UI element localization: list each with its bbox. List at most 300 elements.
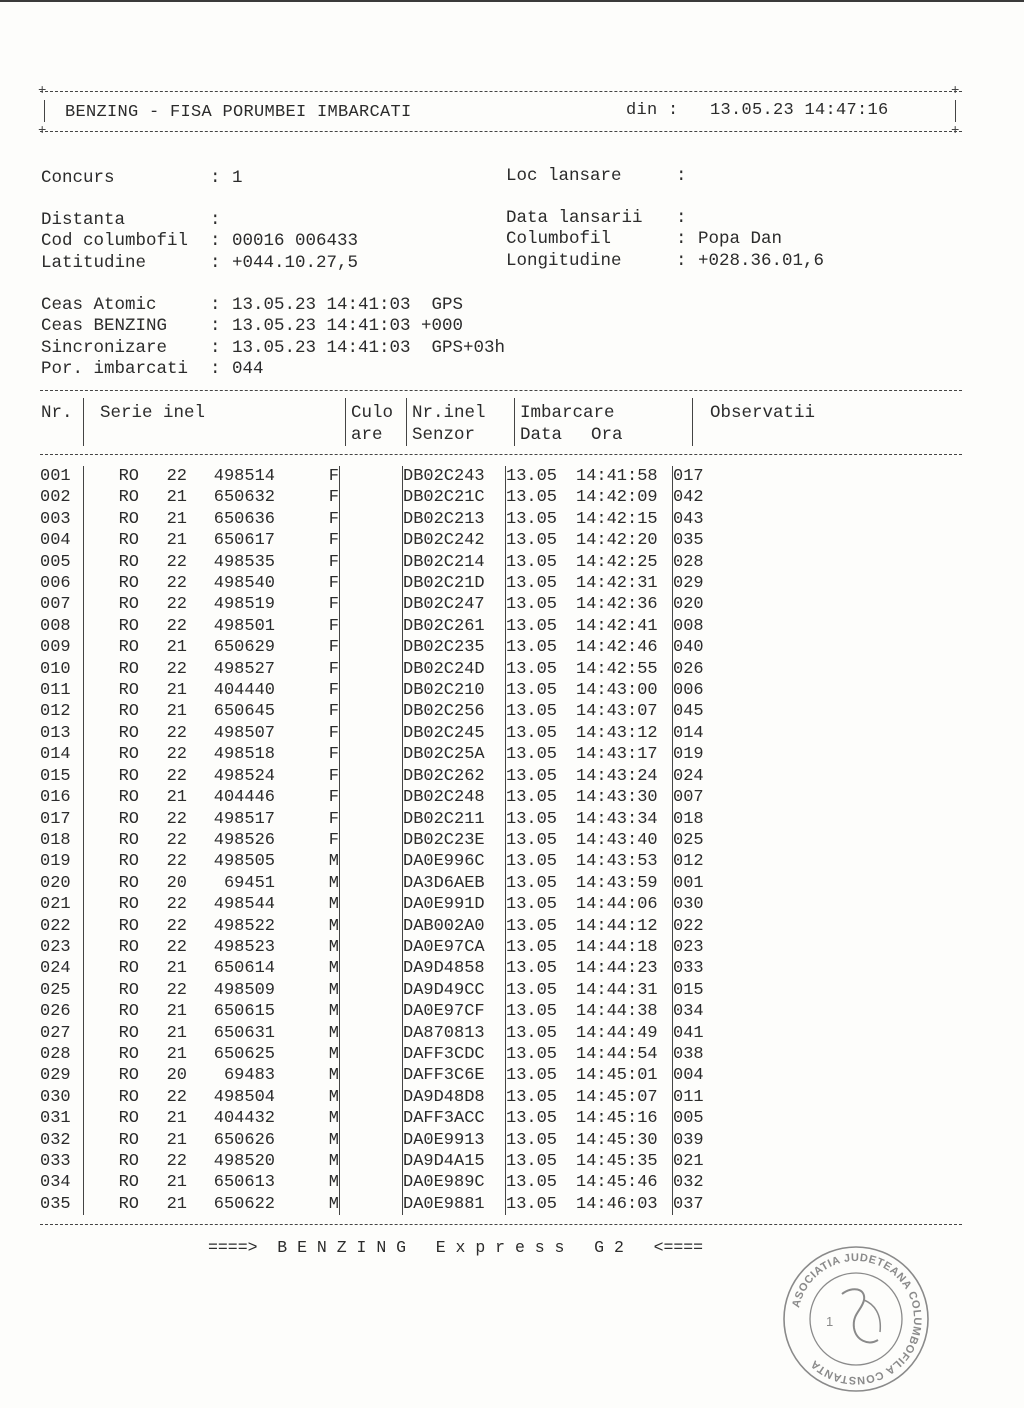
embark-time: 14:42:41 <box>576 616 673 637</box>
ring-number: 404446 <box>213 788 275 808</box>
observatii: 012 <box>673 852 704 872</box>
embark-time: 14:44:18 <box>576 937 673 958</box>
sensor-ring: DB02C235 <box>403 637 506 658</box>
row-number: 004 <box>40 530 84 551</box>
observatii: 045 <box>673 702 704 722</box>
ring-number: 69483 <box>223 1066 275 1086</box>
embark-date: 13.05 <box>506 959 558 979</box>
table-row <box>40 830 733 851</box>
colon: : <box>210 231 221 251</box>
sensor-ring: DB02C210 <box>403 680 506 701</box>
sex: F <box>275 723 340 744</box>
observatii: 019 <box>673 745 704 765</box>
observatii: 035 <box>673 531 704 551</box>
box-corner: + <box>38 83 47 99</box>
colon: : <box>676 166 687 186</box>
sensor-ring: DB02C248 <box>403 787 506 808</box>
ring-year: 22 <box>166 1152 187 1171</box>
ring-country: RO <box>118 1044 139 1064</box>
culoare <box>340 916 403 937</box>
col-header-data: Data <box>520 425 563 445</box>
observatii: 032 <box>673 1173 704 1193</box>
culoare <box>340 1151 403 1172</box>
culoare <box>340 1023 403 1044</box>
ring-year: 21 <box>166 1044 187 1064</box>
ring-year: 21 <box>166 1109 187 1129</box>
table-row <box>40 1108 733 1129</box>
sex: F <box>275 573 340 594</box>
colon: : <box>210 338 221 358</box>
observatii: 015 <box>673 980 704 1000</box>
sex: F <box>275 509 340 530</box>
stamp-center-number: 1 <box>826 1314 834 1329</box>
ring-country: RO <box>118 1173 139 1193</box>
sensor-ring: DB02C21D <box>403 573 506 594</box>
ring-number: 650632 <box>213 488 275 508</box>
ring-year: 21 <box>166 509 187 529</box>
embark-time: 14:45:16 <box>576 1108 673 1129</box>
culoare <box>340 958 403 979</box>
embark-time: 14:43:24 <box>576 766 673 787</box>
table-row <box>40 552 733 573</box>
sex: M <box>275 1151 340 1172</box>
box-corner: + <box>951 83 960 99</box>
embark-time: 14:43:40 <box>576 830 673 851</box>
row-number: 012 <box>40 701 84 722</box>
col-header-nr-inel: Nr.inel <box>412 403 486 423</box>
embark-time: 14:45:46 <box>576 1172 673 1193</box>
ring-country: RO <box>118 574 139 594</box>
footer-banner: ====> B E N Z I N G E x p r e s s G 2 <==== <box>208 1238 704 1257</box>
embark-time: 14:43:34 <box>576 809 673 830</box>
observatii: 039 <box>673 1130 704 1150</box>
culoare <box>340 466 403 487</box>
table-row <box>40 958 733 979</box>
cod-columbofil-label: Cod columbofil <box>41 231 189 251</box>
culoare <box>340 701 403 722</box>
ring-country: RO <box>118 852 139 872</box>
culoare <box>340 787 403 808</box>
culoare <box>340 873 403 894</box>
embark-time: 14:43:17 <box>576 744 673 765</box>
embark-date: 13.05 <box>506 1087 558 1107</box>
ring-number: 650625 <box>213 1044 275 1064</box>
row-number: 025 <box>40 980 84 1001</box>
ring-number: 498544 <box>213 895 275 915</box>
embark-date: 13.05 <box>506 659 558 679</box>
embark-time: 14:43:53 <box>576 851 673 872</box>
observatii: 029 <box>673 574 704 594</box>
observatii: 042 <box>673 488 704 508</box>
observatii: 014 <box>673 723 704 743</box>
sensor-ring: DB02C261 <box>403 616 506 637</box>
table-row <box>40 573 733 594</box>
culoare <box>340 552 403 573</box>
embark-date: 13.05 <box>506 723 558 743</box>
ring-number: 404432 <box>213 1109 275 1129</box>
cod-columbofil-value: 00016 006433 <box>232 231 359 251</box>
ring-year: 21 <box>166 1002 187 1022</box>
embark-time: 14:42:20 <box>576 530 673 551</box>
row-number: 035 <box>40 1194 84 1215</box>
header-top-rule <box>40 91 962 92</box>
sensor-ring: DB02C25A <box>403 744 506 765</box>
column-divider <box>514 398 515 446</box>
ring-number: 650613 <box>213 1173 275 1193</box>
ring-country: RO <box>118 1087 139 1107</box>
ring-country: RO <box>118 488 139 508</box>
col-header-culoare-2: are <box>351 425 383 445</box>
pigeon-emblem-icon <box>842 1289 878 1342</box>
ring-country: RO <box>118 1002 139 1022</box>
culoare <box>340 980 403 1001</box>
sensor-ring: DA0E9881 <box>403 1194 506 1215</box>
col-header-ora: Ora <box>591 425 623 445</box>
ring-year: 22 <box>166 552 187 572</box>
row-number: 008 <box>40 616 84 637</box>
table-bottom-rule <box>40 1224 962 1225</box>
culoare <box>340 1130 403 1151</box>
row-number: 003 <box>40 509 84 530</box>
ring-number: 404440 <box>213 681 275 701</box>
embark-date: 13.05 <box>506 681 558 701</box>
row-number: 022 <box>40 916 84 937</box>
embark-time: 14:42:15 <box>576 509 673 530</box>
culoare <box>340 1044 403 1065</box>
row-number: 011 <box>40 680 84 701</box>
header-bottom-rule <box>40 131 962 132</box>
sex: M <box>275 1130 340 1151</box>
ring-number: 498522 <box>213 916 275 936</box>
col-header-senzor: Senzor <box>412 425 476 445</box>
ring-number: 650615 <box>213 1002 275 1022</box>
ring-year: 21 <box>166 1130 187 1150</box>
sensor-ring: DB02C21C <box>403 487 506 508</box>
observatii: 021 <box>673 1152 704 1171</box>
table-row <box>40 744 733 765</box>
sex: F <box>275 487 340 508</box>
embark-date: 13.05 <box>506 980 558 1000</box>
ring-year: 21 <box>166 788 187 808</box>
sex: M <box>275 894 340 915</box>
row-number: 007 <box>40 594 84 615</box>
culoare <box>340 680 403 701</box>
embark-date: 13.05 <box>506 1173 558 1193</box>
ring-year: 22 <box>166 1087 187 1107</box>
row-number: 033 <box>40 1151 84 1172</box>
sex: F <box>275 530 340 551</box>
culoare <box>340 851 403 872</box>
row-number: 001 <box>40 466 84 487</box>
observatii: 001 <box>673 873 704 893</box>
scan-edge <box>0 0 1024 2</box>
ring-year: 21 <box>166 959 187 979</box>
embark-date: 13.05 <box>506 788 558 808</box>
ring-country: RO <box>118 1066 139 1086</box>
sensor-ring: DA0E996C <box>403 851 506 872</box>
ring-country: RO <box>118 916 139 936</box>
ring-country: RO <box>118 895 139 915</box>
embark-time: 14:45:01 <box>576 1065 673 1086</box>
observatii: 026 <box>673 659 704 679</box>
embark-date: 13.05 <box>506 1044 558 1064</box>
embark-date: 13.05 <box>506 552 558 572</box>
observatii: 006 <box>673 681 704 701</box>
row-number: 026 <box>40 1001 84 1022</box>
embark-date: 13.05 <box>506 638 558 658</box>
observatii: 033 <box>673 959 704 979</box>
ring-number: 650622 <box>213 1194 275 1214</box>
sex: F <box>275 637 340 658</box>
row-number: 028 <box>40 1044 84 1065</box>
ring-country: RO <box>118 1023 139 1043</box>
embark-date: 13.05 <box>506 531 558 551</box>
ring-year: 22 <box>166 852 187 872</box>
culoare <box>340 766 403 787</box>
ring-number: 498517 <box>213 809 275 829</box>
ring-country: RO <box>118 531 139 551</box>
embark-date: 13.05 <box>506 509 558 529</box>
embark-time: 14:43:59 <box>576 873 673 894</box>
table-row <box>40 894 733 915</box>
ring-country: RO <box>118 809 139 829</box>
sensor-ring: DB02C243 <box>403 466 506 487</box>
embark-date: 13.05 <box>506 1066 558 1086</box>
row-number: 021 <box>40 894 84 915</box>
sensor-ring: DA0E97CA <box>403 937 506 958</box>
table-row <box>40 937 733 958</box>
ring-country: RO <box>118 1130 139 1150</box>
sex: M <box>275 1194 340 1215</box>
embark-time: 14:44:38 <box>576 1001 673 1022</box>
table-row <box>40 851 733 872</box>
table-row <box>40 680 733 701</box>
sex: M <box>275 873 340 894</box>
column-divider <box>83 398 84 446</box>
observatii: 040 <box>673 638 704 658</box>
embark-date: 13.05 <box>506 895 558 915</box>
embark-time: 14:42:09 <box>576 487 673 508</box>
sensor-ring: DB02C23E <box>403 830 506 851</box>
col-header-observatii: Observatii <box>710 403 816 423</box>
ring-year: 22 <box>166 980 187 1000</box>
ring-year: 22 <box>166 895 187 915</box>
embark-time: 14:43:00 <box>576 680 673 701</box>
ring-country: RO <box>118 467 139 486</box>
sensor-ring: DB02C262 <box>403 766 506 787</box>
ring-country: RO <box>118 745 139 765</box>
embark-time: 14:42:55 <box>576 659 673 680</box>
sensor-ring: DA9D48D8 <box>403 1087 506 1108</box>
ring-number: 650614 <box>213 959 275 979</box>
embark-time: 14:41:58 <box>576 466 673 487</box>
culoare <box>340 1172 403 1193</box>
sensor-ring: DB02C247 <box>403 594 506 615</box>
row-number: 023 <box>40 937 84 958</box>
embark-date: 13.05 <box>506 702 558 722</box>
ring-number: 498524 <box>213 766 275 786</box>
row-number: 020 <box>40 873 84 894</box>
culoare <box>340 1108 403 1129</box>
embark-time: 14:44:49 <box>576 1023 673 1044</box>
observatii: 024 <box>673 766 704 786</box>
embark-time: 14:42:31 <box>576 573 673 594</box>
sensor-ring: DB02C245 <box>403 723 506 744</box>
table-body <box>40 466 733 1215</box>
sex: M <box>275 1044 340 1065</box>
col-header-nr: Nr. <box>41 403 73 423</box>
ring-country: RO <box>118 638 139 658</box>
col-header-serie-inel: Serie inel <box>100 403 206 423</box>
row-number: 013 <box>40 723 84 744</box>
date-value: 13.05.23 14:47:16 <box>710 101 889 120</box>
sex: F <box>275 809 340 830</box>
culoare <box>340 830 403 851</box>
embark-date: 13.05 <box>506 916 558 936</box>
sex: F <box>275 552 340 573</box>
sex: F <box>275 830 340 851</box>
table-row <box>40 1065 733 1086</box>
ring-year: 21 <box>166 638 187 658</box>
culoare <box>340 894 403 915</box>
data-lansarii-label: Data lansarii <box>506 208 643 228</box>
sex: M <box>275 937 340 958</box>
columbofil-value: Popa Dan <box>698 229 783 249</box>
embark-date: 13.05 <box>506 1152 558 1171</box>
sensor-ring: DA870813 <box>403 1023 506 1044</box>
table-row <box>40 809 733 830</box>
col-header-culoare: Culo <box>351 403 394 423</box>
ring-country: RO <box>118 959 139 979</box>
row-number: 027 <box>40 1023 84 1044</box>
culoare <box>340 1001 403 1022</box>
sensor-ring: DAFF3CDC <box>403 1044 506 1065</box>
table-row <box>40 1087 733 1108</box>
embark-date: 13.05 <box>506 616 558 636</box>
embark-time: 14:46:03 <box>576 1194 673 1215</box>
table-row <box>40 487 733 508</box>
table-row <box>40 701 733 722</box>
embark-time: 14:42:36 <box>576 594 673 615</box>
embark-date: 13.05 <box>506 1023 558 1043</box>
ring-year: 22 <box>166 723 187 743</box>
culoare <box>340 809 403 830</box>
sincronizare-label: Sincronizare <box>41 338 168 358</box>
sex: M <box>275 980 340 1001</box>
sex: F <box>275 466 340 487</box>
ring-country: RO <box>118 595 139 615</box>
column-divider <box>692 398 693 446</box>
embark-date: 13.05 <box>506 745 558 765</box>
culoare <box>340 637 403 658</box>
table-row <box>40 1023 733 1044</box>
embark-time: 14:44:31 <box>576 980 673 1001</box>
sex: M <box>275 1108 340 1129</box>
observatii: 011 <box>673 1087 704 1107</box>
por-imbarcati-label: Por. imbarcati <box>41 359 189 379</box>
table-row <box>40 466 733 487</box>
observatii: 043 <box>673 509 704 529</box>
row-number: 006 <box>40 573 84 594</box>
embark-date: 13.05 <box>506 488 558 508</box>
ring-number: 498507 <box>213 723 275 743</box>
ring-country: RO <box>118 788 139 808</box>
sex: F <box>275 616 340 637</box>
sex: M <box>275 916 340 937</box>
row-number: 024 <box>40 958 84 979</box>
sex: F <box>275 680 340 701</box>
ring-year: 22 <box>166 937 187 957</box>
table-row <box>40 1044 733 1065</box>
ring-number: 498526 <box>213 830 275 850</box>
embark-date: 13.05 <box>506 467 558 486</box>
embark-time: 14:44:23 <box>576 958 673 979</box>
ring-year: 21 <box>166 488 187 508</box>
embark-date: 13.05 <box>506 873 558 893</box>
sex: F <box>275 744 340 765</box>
ring-country: RO <box>118 1109 139 1129</box>
observatii: 018 <box>673 809 704 829</box>
ring-year: 22 <box>166 766 187 786</box>
sensor-ring: DAFF3C6E <box>403 1065 506 1086</box>
table-row <box>40 916 733 937</box>
table-top-rule <box>40 390 962 391</box>
observatii: 025 <box>673 830 704 850</box>
row-number: 014 <box>40 744 84 765</box>
embark-time: 14:42:46 <box>576 637 673 658</box>
table-row <box>40 873 733 894</box>
ring-year: 22 <box>166 616 187 636</box>
date-label: din : <box>626 101 679 120</box>
sensor-ring: DAB002A0 <box>403 916 506 937</box>
table-row <box>40 766 733 787</box>
row-number: 029 <box>40 1065 84 1086</box>
latitudine-value: +044.10.27,5 <box>232 253 359 273</box>
table-row <box>40 509 733 530</box>
ring-country: RO <box>118 552 139 572</box>
embark-date: 13.05 <box>506 1109 558 1129</box>
document-title: BENZING - FISA PORUMBEI IMBARCATI <box>65 103 412 122</box>
observatii: 005 <box>673 1109 704 1129</box>
observatii: 008 <box>673 616 704 636</box>
table-row <box>40 1001 733 1022</box>
ring-year: 20 <box>166 1066 187 1086</box>
row-number: 010 <box>40 659 84 680</box>
ring-year: 21 <box>166 702 187 722</box>
ring-country: RO <box>118 723 139 743</box>
embark-date: 13.05 <box>506 1130 558 1150</box>
embark-date: 13.05 <box>506 595 558 615</box>
ring-number: 498535 <box>213 552 275 572</box>
row-number: 030 <box>40 1087 84 1108</box>
row-number: 018 <box>40 830 84 851</box>
header-right-bar <box>955 100 956 122</box>
ring-year: 21 <box>166 1194 187 1214</box>
table-row <box>40 1130 733 1151</box>
embark-date: 13.05 <box>506 852 558 872</box>
ring-country: RO <box>118 509 139 529</box>
ring-number: 498523 <box>213 937 275 957</box>
ring-year: 22 <box>166 809 187 829</box>
culoare <box>340 1087 403 1108</box>
distanta-label: Distanta <box>41 210 126 230</box>
sex: M <box>275 1065 340 1086</box>
ring-number: 650629 <box>213 638 275 658</box>
ring-country: RO <box>118 659 139 679</box>
ceas-atomic-value: 13.05.23 14:41:03 GPS <box>232 295 464 315</box>
observatii: 022 <box>673 916 704 936</box>
table-row <box>40 723 733 744</box>
